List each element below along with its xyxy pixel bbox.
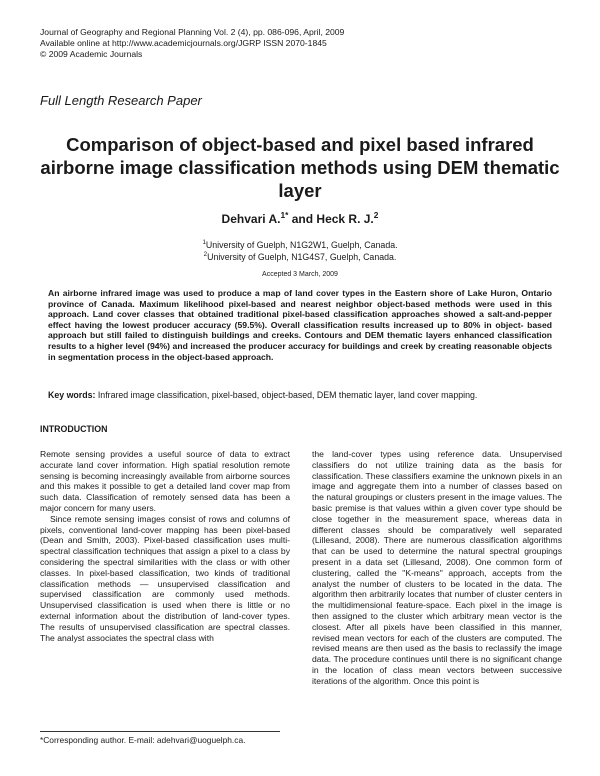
corresponding-author-footnote: *Corresponding author. E-mail: adehvari@uoguelph.ca. [40, 735, 246, 745]
paper-type: Full Length Research Paper [40, 93, 202, 108]
paper-title: Comparison of object-based and pixel based infrared airborne image classification methods using DEM thematic layer [40, 134, 560, 201]
affiliation-2 [40, 251, 560, 263]
author-second: Heck R. J. [316, 212, 374, 226]
keywords-label: Key words: [48, 390, 96, 400]
author-first: Dehvari A. [221, 212, 281, 226]
right-column [312, 449, 562, 687]
journal-header [40, 27, 344, 60]
journal-citation: Journal of Geography and Regional Planning Vol. 2 (4), pp. 086-096, April, 2009 [40, 27, 345, 37]
keywords [48, 390, 558, 400]
author-and: and [288, 212, 317, 226]
author-second-sup: 2 [373, 210, 379, 220]
left-paragraph-1: Remote sensing provides a useful source of data to extract accurate land cover information. High spatial resolution remote sensing is becoming increasingly available from airborne sources and this makes it possible to get a detailed land cover map from such data. Classification of remotely sensed data has been a major concern for many users. [40, 449, 290, 513]
left-paragraph-2: Since remote sensing images consist of rows and columns of pixels, conventional land-cover mapping has been pixel-based (Dean and Smith, 2003). Pixel-based classification uses multi-spectral classification techniques that assign a pixel to a class by considering the spectral similarities with the class or with other classes. In pixel-based classification, two kinds of traditional classification methods — unsupervised classification and supervised classification are commonly used methods. Unsupervised classification is used when there is little or no external information about the distribution of land-cover types. The results of unsupervised classification are spectral classes. The analyst associates the spectral class with [40, 513, 290, 643]
left-column [40, 449, 290, 643]
affiliation-2-text: University of Guelph, N1G4S7, Guelph, Canada. [207, 252, 397, 262]
author-first-sup: 1* [280, 210, 289, 220]
affiliation-2-sup: 2 [203, 251, 208, 259]
right-paragraph-1: the land-cover types using reference data. Unsupervised classifiers do not utilize training data as the basis for classification. These classifiers examine the unknown pixels in an image and aggregate them into a number of classes based on the natural groupings or clusters present in the image values. The basic premise is that values within a given cover type should be close together in the measurement space, whereas data in different classes should be comparatively well separated (Lillesand, 2008). There are numerous classification algorithms that can be used to determine the natural spectral groupings present in a data set (Lillesand, 2008). One common form of clustering, called the "K-means" approach, accepts from the analyst the number of clusters to be located in the data. The algorithm then arbitrarily locates that number of cluster centers in the multidimensional feature-space. Each pixel in the image is then assigned to the cluster which arbitrary mean vector is the closest. After all pixels have been classified in this manner, revised mean vectors for each of the clusters are computed. The revised means are then used as the basis to reclassify the image data. The procedure continues until there is no significant change in the location of class mean vectors between successive iterations of the algorithm. Once this point is [312, 449, 562, 686]
affiliations [40, 239, 560, 263]
affiliation-1 [40, 239, 560, 251]
keywords-text: Infrared image classification, pixel-based, object-based, DEM thematic layer, land cover mapping. [95, 390, 478, 400]
footnote-divider [40, 731, 280, 732]
abstract: An airborne infrared image was used to produce a map of land cover types in the Eastern shore of Lake Huron, Ontario province of Canada. Maximum likelihood pixel-based and nearest neighbor object-based methods were used in this approach. Land cover classes that obtained traditional pixel-based classification approaches showed a salt-and-pepper effect having the lowest producer accuracy (59.5%). Overall classification results increased up to 80% in object- based approach but still failed to distinguish buildings and creeks. Contours and DEM thematic layers enhanced classification results to a higher level (94%) and increased the producer accuracy for buildings and creek by creating reasonable objects in segmentation process in the object-based approach. [48, 288, 552, 362]
accepted-date: Accepted 3 March, 2009 [262, 271, 338, 278]
journal-copyright: © 2009 Academic Journals [40, 49, 143, 59]
journal-online-link: Available online at http://www.academicjournals.org/JGRP ISSN 2070-1845 [40, 38, 327, 48]
authors [40, 212, 560, 226]
affiliation-1-sup: 1 [202, 239, 206, 247]
affiliation-1-text: University of Guelph, N1G2W1, Guelph, Canada. [205, 240, 398, 250]
section-heading-introduction: INTRODUCTION [40, 424, 108, 434]
